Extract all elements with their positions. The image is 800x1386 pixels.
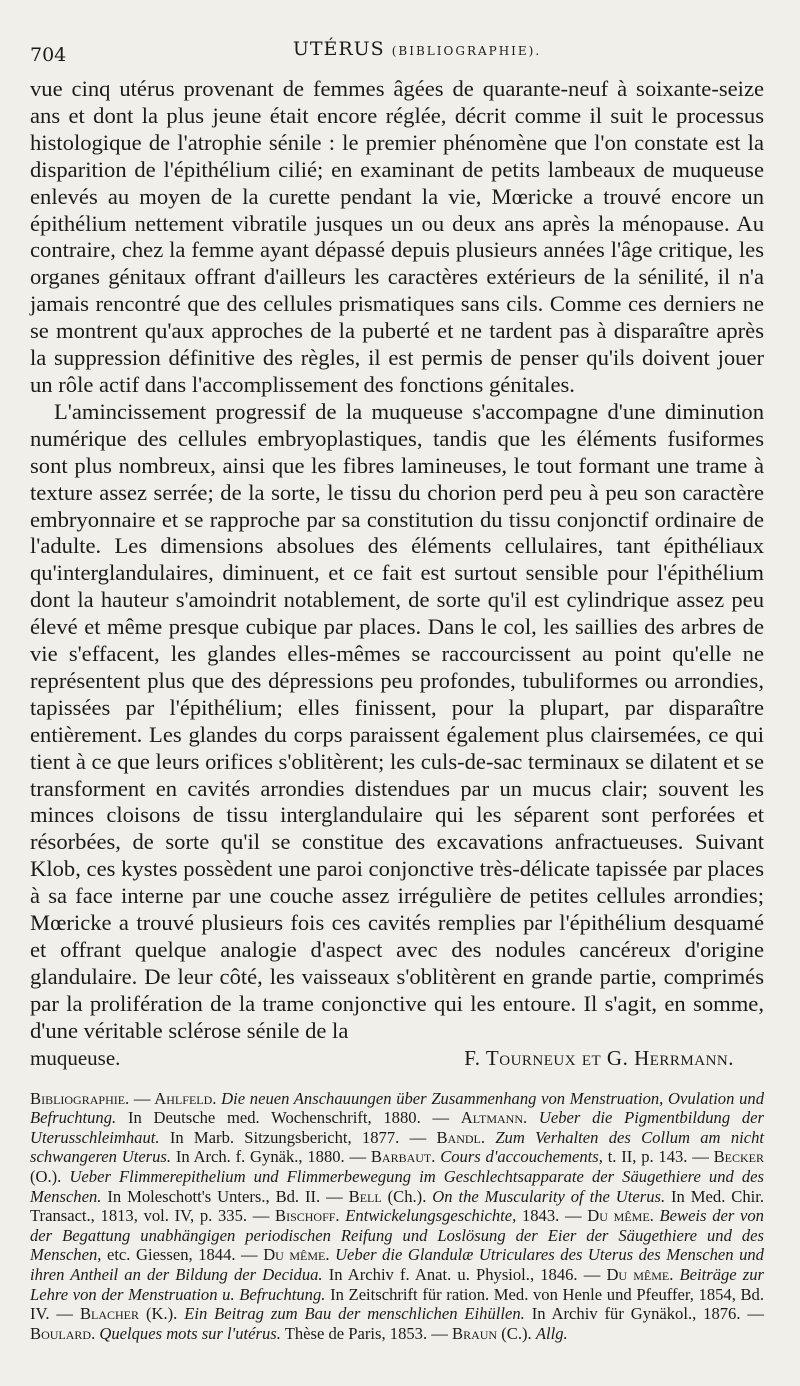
bibliography-entries xyxy=(30,1089,764,1343)
bib-author: Du même. xyxy=(263,1245,330,1265)
bib-title: Allg. xyxy=(535,1323,568,1343)
bib-text: t. II, p. 143. — xyxy=(607,1147,709,1167)
bib-title: Ein Beitrag zum Bau der menschlichen Eihüllen. xyxy=(184,1304,525,1324)
closing-line xyxy=(30,1045,764,1071)
running-title-main: UTÉRUS xyxy=(292,38,385,60)
bib-text: (Ch.). xyxy=(387,1186,427,1206)
bib-author: Du même. xyxy=(606,1264,674,1284)
paragraph-2: L'amincissement progressif de la muqueuse s'accompagne d'une diminution numérique des cellules embryoplastiques, tandis que les éléments fusiformes sont plus nombreux, ainsi que les fibres lamineuses, le tout formant une trame à texture assez serrée; de la sorte, le tissu du chorion perd peu à peu son caractère embryonnaire et se rapproche par sa constitution du tissu conjonctif ordinaire de l'adulte. Les dimensions absolues des éléments cellulaires, tant épithéliaux qu'interglandulaires, diminuent, et ce fait est surtout sensible pour l'épithélium dont la hauteur s'amoindrit notablement, de sorte qu'il est cylindrique assez peu élevé et même presque cubique par places. Dans le col, les saillies des arbres de vie s'effacent, les glandes elles-mêmes se raccourcissent au point qu'elle ne représentent plus que des dépressions peu profondes, tubuliformes ou arrondies, tapissées par l'épithélium; elles finissent, pour la plupart, par disparaître entièrement. Les glandes du corps paraissent également plus clairsemées, ce qui tient à ce que leurs orifices s'oblitèrent; les culs-de-sac terminaux se dilatent et se transforment en cavités arrondies distendues par un mucus clair; souvent les minces cloisons de tissu interglandulaire qui les séparent sont perforées et résorbées, de sorte qu'il se constitue des excavations anfractueuses. Suivant Klob, ces kystes possèdent une paroi conjonctive très-délicate tapissée par places à sa face interne par une couche assez irrégulière de petites cellules arrondies; Mœricke a trouvé plusieurs fois ces cavités remplies par l'épithélium desquamé et offrant quelque analogie d'aspect avec des nodules cancéreux d'origine glandulaire. De leur côté, les vaisseaux s'oblitèrent en grande partie, comprimés par la prolifération de la trame conjonctive qui les entoure. Il s'agit, en somme, d'une véritable sclérose sénile de la xyxy=(30,398,764,1043)
bib-title: Beiträge zur Lehre von der Menstruation u. Befruchtung. xyxy=(30,1264,765,1304)
bib-title: Zum Verhalten des Collum am nicht schwangeren Uterus. xyxy=(30,1127,765,1167)
paragraph-1: vue cinq utérus provenant de femmes âgées de quarante-neuf à soixante-seize ans et dont la plus jeune était encore réglée, décrit comme il suit le processus histologique de l'atrophie sénile : le premier phénomène que l'on constate est la disparition de l'épithélium cilié; en examinant de petits lambeaux de muqueuse enlevés au moyen de la curette pendant la vie, Mœricke a trouvé encore un épithélium nettement vibratile jusques un ou deux ans après la ménopause. Au contraire, chez la femme ayant dépassé depuis plusieurs années l'âge critique, les organes génitaux offrant d'ailleurs les caractères extérieurs de la sénilité, il n'a jamais rencontré que des cellules prismatiques sans cils. Comme ces derniers ne se montrent qu'aux approches de la puberté et ne tardent pas à disparaître après la suppression définitive des règles, il est permis de penser qu'ils doivent jouer un rôle actif dans l'accomplissement des fonctions génitales. xyxy=(30,76,764,397)
bib-title: Ueber Flimmerepithelium und Flimmerbewegung im Geschlechtsapparate der Säugethiere und des Menschen. xyxy=(30,1167,765,1206)
bib-title: Die neuen Anschauungen über Zusammenhang von Menstruation, Ovulation und Befruchtung. xyxy=(30,1088,764,1128)
bib-author: Braun xyxy=(452,1323,498,1343)
bib-author: Becker xyxy=(713,1147,765,1167)
bib-title: Quelques mots sur l'utérus. xyxy=(99,1323,281,1343)
bib-text: Thèse de Paris, 1853. — xyxy=(284,1323,448,1343)
bib-text: (O.). xyxy=(30,1167,62,1186)
bib-text: In Archiv f. Anat. u. Physiol., 1846. — xyxy=(328,1264,601,1284)
bibliography-lead: Bibliographie. — Ahlfeld. xyxy=(30,1088,217,1108)
bib-author: Bischoff. xyxy=(275,1206,340,1226)
bib-author: Bell xyxy=(348,1186,382,1206)
body-text xyxy=(30,76,764,1045)
bib-text: In Archiv für Gynäkol., 1876. — xyxy=(531,1304,764,1324)
running-title-sub: (BIBLIOGRAPHIE). xyxy=(391,44,542,58)
bib-title: Cours d'accouchements, xyxy=(440,1147,603,1167)
bib-author: Barbaut. xyxy=(370,1147,436,1167)
running-head xyxy=(30,34,764,68)
bib-text: In Moleschott's Unters., Bd. II. — xyxy=(107,1186,343,1206)
closing-word: muqueuse. xyxy=(30,1045,121,1070)
bib-author: Altmann. xyxy=(460,1108,528,1128)
bib-text: In Zeitschrift für ration. Med. von Henle und Pfeuffer, 1854, Bd. IV. — xyxy=(30,1284,765,1324)
running-title xyxy=(293,38,541,60)
bib-title: Ueber die Pigmentbildung der Uterusschleimhaut. xyxy=(30,1108,764,1147)
bib-author: Blacher xyxy=(79,1304,140,1324)
bib-text: etc. Giessen, 1844. — xyxy=(106,1245,258,1265)
article-authors: F. Tourneux et G. Herrmann. xyxy=(464,1045,734,1070)
bib-text: In Deutsche med. Wochenschrift, 1880. — xyxy=(127,1108,450,1128)
bibliography xyxy=(30,1089,764,1344)
bib-title: Ueber die Glandulæ Utriculares des Uterus des Menschen und ihren Antheil an der Bildung der Decidua. xyxy=(30,1245,764,1284)
bib-text: (C.). xyxy=(501,1323,532,1343)
bib-text: In Marb. Sitzungsbericht, 1877. — xyxy=(169,1127,427,1147)
bib-author: Du même. xyxy=(587,1206,654,1226)
bib-author: Bandl. xyxy=(436,1127,486,1147)
bib-title: On the Muscularity of the Uterus. xyxy=(432,1186,666,1206)
bib-text: 1843. — xyxy=(521,1206,582,1226)
bib-text: (K.). xyxy=(145,1304,178,1324)
bib-text: In Med. Chir. Transact., 1813, vol. IV, p. 335. — xyxy=(30,1186,764,1226)
bib-text: In Arch. f. Gynäk., 1880. — xyxy=(175,1147,367,1167)
bib-author: Boulard. xyxy=(30,1323,96,1343)
page-number: 704 xyxy=(30,44,67,66)
bib-title: Beweis der von der Begattung unabhängigen periodischen Reifung und Loslösung der Eier der Säugethiere und des Menschen, xyxy=(30,1206,764,1265)
bib-title: Entwickelungsgeschichte, xyxy=(345,1206,517,1226)
